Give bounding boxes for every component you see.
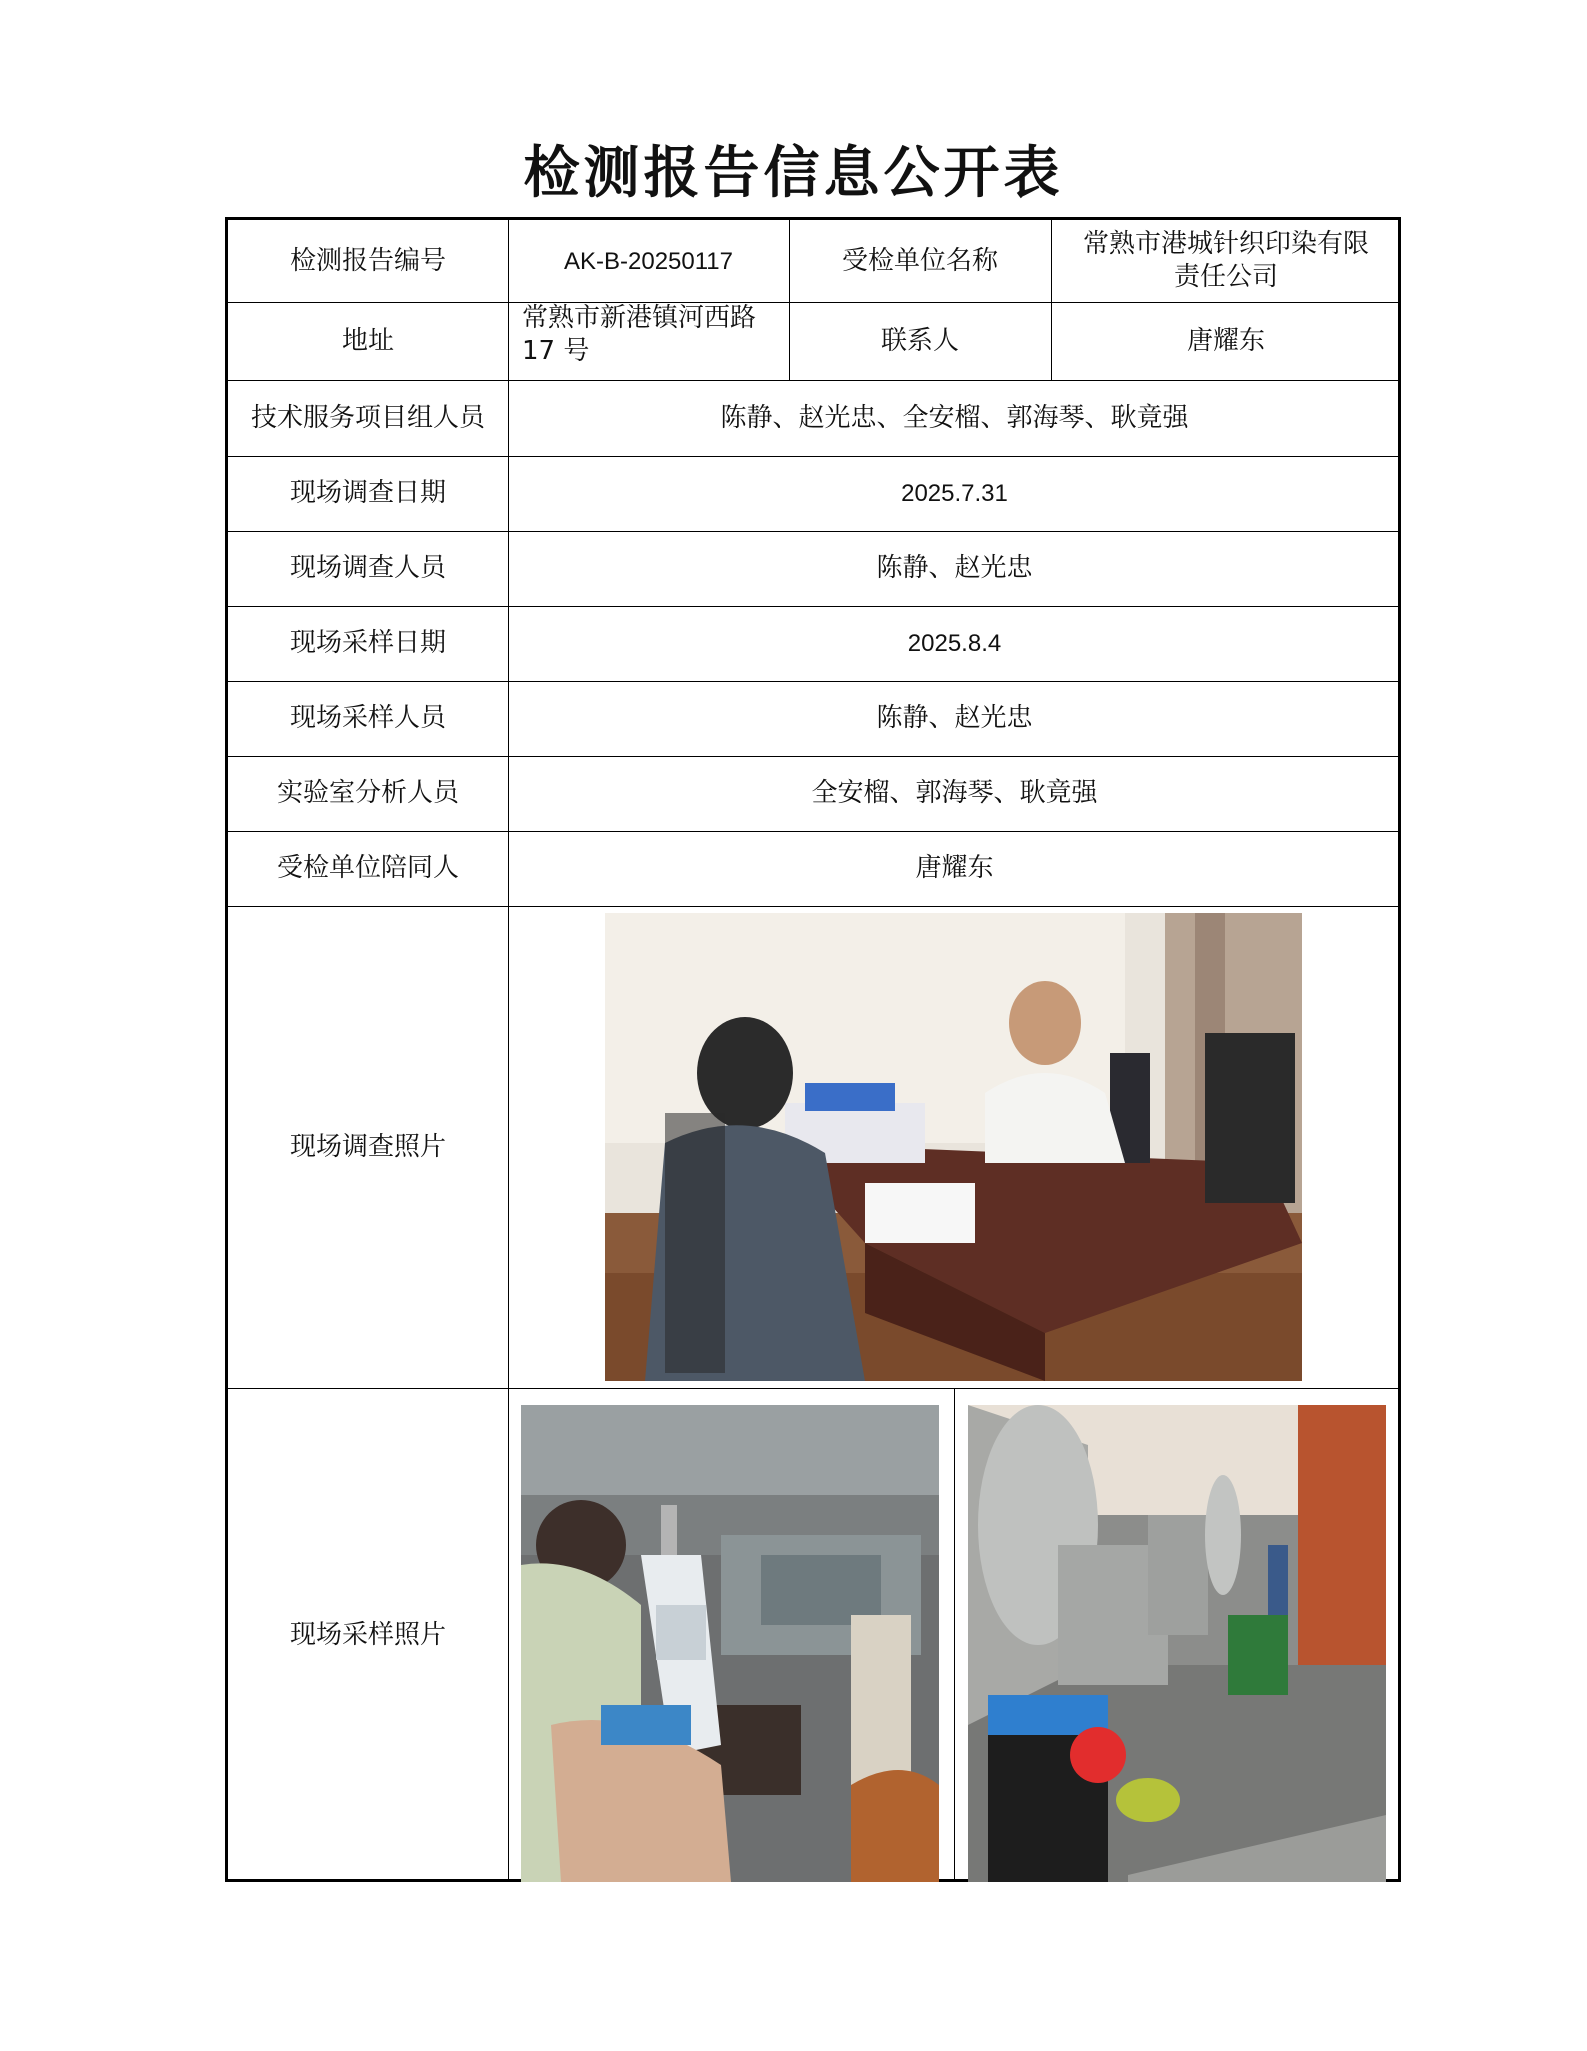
sampling-staff-value: 陈静、赵光忠 (876, 703, 1033, 733)
info-table (225, 217, 1401, 1882)
page-title: 检测报告信息公开表 (523, 140, 1064, 206)
team-value: 陈静、赵光忠、全安榴、郭海琴、耿竟强 (720, 402, 1189, 433)
survey-photo (605, 913, 1302, 1381)
survey-staff-label: 现场调查人员 (289, 553, 446, 583)
unit-name-value (1051, 220, 1401, 302)
lab-staff-value: 全安榴、郭海琴、耿竟强 (811, 778, 1098, 808)
sampling-photo-noise-meter (521, 1405, 939, 1882)
report-no-value: AK-B-20250117 (563, 247, 733, 275)
survey-date-value: 2025.7.31 (901, 480, 1008, 507)
lab-staff-label: 实验室分析人员 (276, 778, 459, 808)
report-no-label: 检测报告编号 (289, 245, 446, 276)
survey-date-label: 现场调查日期 (289, 478, 446, 508)
sampling-date-value: 2025.8.4 (907, 630, 1002, 657)
column-divider (954, 1388, 955, 1882)
sampling-photo-label: 现场采样照片 (289, 1619, 446, 1650)
unit-name-label: 受检单位名称 (841, 245, 998, 276)
unit-name-line-2: 责任公司 (1173, 262, 1278, 292)
contact-value: 唐耀东 (1186, 325, 1265, 356)
address-line-1: 常熟市新港镇河西路 (522, 303, 757, 333)
sampling-staff-label: 现场采样人员 (289, 703, 446, 733)
survey-staff-value: 陈静、赵光忠 (876, 553, 1033, 583)
team-label: 技术服务项目组人员 (250, 402, 485, 433)
address-label: 地址 (341, 325, 394, 356)
contact-label: 联系人 (880, 325, 959, 356)
escort-value: 唐耀东 (915, 853, 994, 883)
escort-label: 受检单位陪同人 (276, 853, 459, 883)
unit-name-line-1: 常熟市港城针织印染有限 (1082, 229, 1369, 259)
survey-photo-label: 现场调查照片 (289, 1131, 446, 1162)
address-value (508, 302, 789, 380)
sampling-photo-workshop (968, 1405, 1386, 1882)
sampling-date-label: 现场采样日期 (289, 628, 446, 658)
address-line-2: 17 号 (522, 336, 590, 366)
